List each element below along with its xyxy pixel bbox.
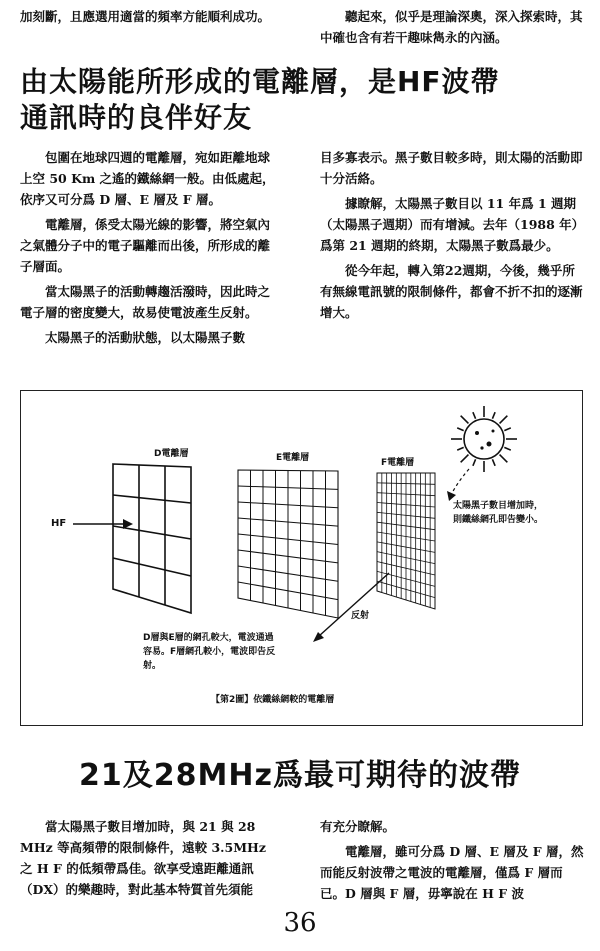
label-reflect: 反射	[351, 611, 370, 621]
figure-caption: 【第2圖】依鐵絲網較的電離層	[211, 695, 335, 705]
top-right-column	[320, 6, 584, 52]
section1-heading	[20, 64, 590, 136]
paragraph: 據瞭解，太陽黑子數目以 11 年爲 1 週期（太陽黑子週期）而有增減。去年（1988 年）爲第 21 週期的終期，太陽黑子數爲最少。	[320, 196, 578, 253]
section2-title: 21及28MHz爲最可期待的波帶	[79, 758, 521, 793]
section2-left-column	[20, 816, 282, 904]
section1-left-column	[20, 147, 282, 352]
sun-icon	[451, 406, 517, 472]
figure-note-line: 容易。F層網孔較小，電波即告反	[143, 647, 276, 657]
figure-diagram	[21, 391, 581, 724]
paragraph: 電離層，係受太陽光線的影響，將空氣內之氣體分子中的電子驅離而出後，所形成的離子層面。	[20, 217, 271, 274]
top-left-column	[20, 6, 282, 31]
reflect-arrow-line	[319, 573, 389, 636]
figure-ionosphere	[20, 390, 583, 726]
figure-note-line: D層與E層的網孔較大，電波通過	[143, 633, 274, 643]
paragraph: 電離層，雖可分爲 D 層、E 層及 F 層，然而能反射波帶之電波的電離層，僅爲 F 層而已。D 層與 F 層，毋寧說在 H F 波	[320, 844, 584, 901]
label-hf: HF	[51, 518, 67, 529]
section2-right-column	[320, 816, 584, 908]
paragraph: 目多寡表示。黑子數目較多時，則太陽的活動即十分活絡。	[320, 150, 583, 186]
section2-heading	[20, 758, 580, 794]
section1-right-column	[320, 147, 584, 327]
top-right-text: 聽起來，似乎是理論深奧，深入探索時，其中確也含有若干趣味雋永的內涵。	[320, 9, 583, 45]
d-layer-grid	[113, 464, 191, 613]
section1-title-line1: 由太陽能所形成的電離層，是HF波帶	[20, 65, 500, 98]
top-left-text: 加刻斷，且應選用適當的頻率方能順利成功。	[20, 9, 271, 24]
paragraph: 當太陽黑子的活動轉趨活潑時，因此時之電子層的密度變大，故易使電波產生反射。	[20, 284, 271, 320]
label-d-layer: D電離層	[154, 449, 189, 459]
figure-note-line: 射。	[143, 661, 162, 671]
sun-note: 太陽黑子數目增加時，則鐵絲網孔即告變小。	[453, 501, 544, 525]
sun-arrow	[451, 469, 469, 495]
section1-title-line2: 通訊時的良伴好友	[20, 101, 253, 134]
paragraph: 當太陽黑子數目增加時，與 21 與 28 MHz 等高頻帶的限制條件，遠較 3.5MHz 之 H F 的低頻帶爲佳。欲享受遠距離通訊（DX）的樂趣時，對此基本特質首先須能	[20, 819, 266, 897]
paragraph: 包圍在地球四週的電離層，宛如距離地球上空 50 Km 之遙的鐵絲網一般。由低處起，依序又可分爲 D 層、E 層及 F 層。	[20, 150, 275, 207]
paragraph: 有充分瞭解。	[320, 819, 396, 834]
paragraph: 從今年起，轉入第22週期，今後，幾乎所有無線電訊號的限制條件，都會不折不扣的逐漸增大。	[320, 263, 583, 320]
paragraph: 太陽黑子的活動狀態，以太陽黑子數	[45, 330, 246, 345]
figure-note	[143, 631, 343, 673]
label-f-layer: F電離層	[381, 458, 415, 468]
page-number: 36	[283, 908, 317, 938]
label-e-layer: E電離層	[276, 453, 310, 463]
